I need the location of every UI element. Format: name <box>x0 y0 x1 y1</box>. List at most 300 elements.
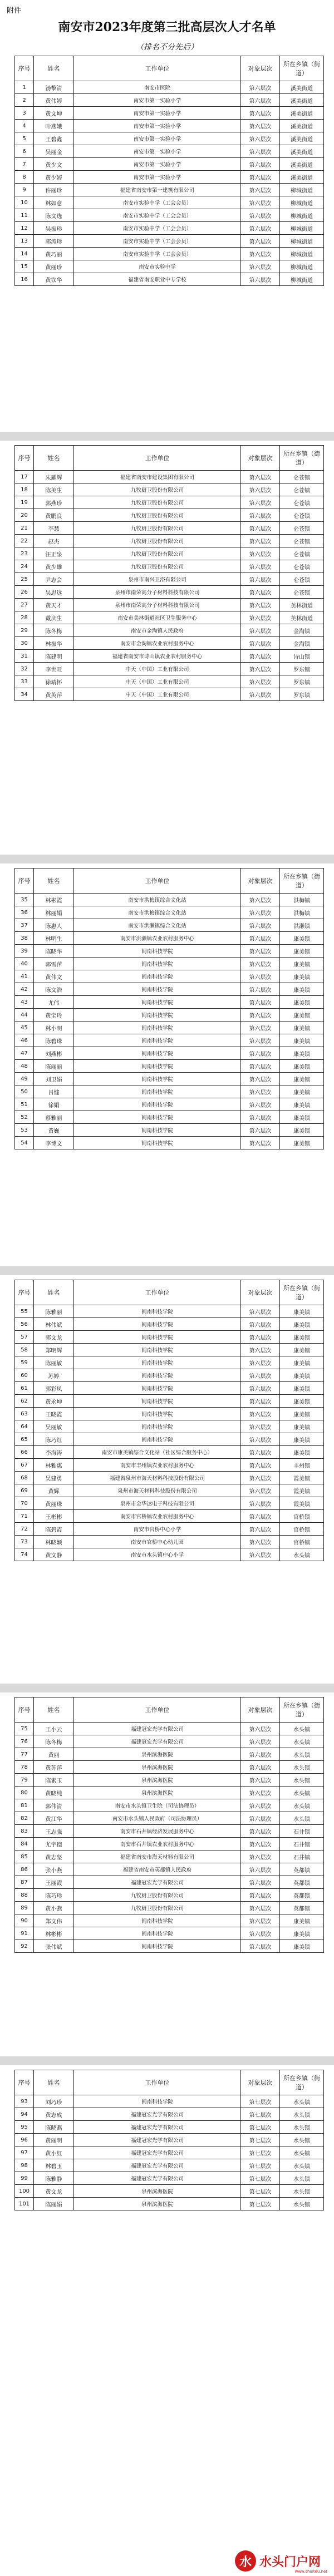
cell-township: 柳城街道 <box>280 196 324 209</box>
cell-level: 第六层次 <box>241 196 280 209</box>
cell-index: 40 <box>15 958 34 970</box>
cell-employer: 南安市康美镇综合文化站（社区综合服务中心） <box>74 1446 241 1459</box>
cell-index: 80 <box>15 1787 34 1799</box>
cell-employer: 福建冠宏光学有限公司 <box>74 2159 241 2172</box>
cell-level: 第六层次 <box>241 1408 280 1420</box>
cell-index: 76 <box>15 1735 34 1748</box>
header-township: 所在乡镇（街道） <box>280 2070 324 2095</box>
cell-employer: 闽南科技学院 <box>74 996 241 1009</box>
cell-employer: 南安市洪梅镇综合文化站 <box>74 906 241 919</box>
header-township: 所在乡镇（街道） <box>280 56 324 81</box>
cell-level: 第六层次 <box>241 1021 280 1034</box>
cell-name: 林振华 <box>34 637 74 650</box>
table-row <box>15 1510 324 1523</box>
cell-township: 康美镇 <box>280 1318 324 1331</box>
cell-name: 朱耀辉 <box>34 471 74 483</box>
table-row <box>15 1034 324 1047</box>
cell-index: 97 <box>15 2146 34 2159</box>
table-row <box>15 1497 324 1510</box>
table-row <box>15 983 324 996</box>
cell-index: 5 <box>15 132 34 145</box>
cell-township: 仑苍镇 <box>280 535 324 547</box>
talent-table <box>14 2070 323 2210</box>
cell-name: 陈丽丽 <box>34 1060 74 1073</box>
document-subtitle: （排名不分先后） <box>136 43 198 52</box>
cell-township: 康美镇 <box>280 1137 324 1149</box>
logo-url: www.shuitou.net <box>294 2569 327 2574</box>
table-row <box>15 675 324 688</box>
cell-level: 第六层次 <box>241 1382 280 1395</box>
cell-name: 陈丽敏 <box>34 1356 74 1369</box>
cell-level: 第六层次 <box>241 983 280 996</box>
cell-level: 第六层次 <box>241 573 280 586</box>
table-row <box>15 1735 324 1748</box>
cell-index: 36 <box>15 906 34 919</box>
cell-name: 吕健 <box>34 1085 74 1098</box>
cell-level: 第六层次 <box>241 688 280 701</box>
cell-index: 72 <box>15 1523 34 1536</box>
table-row <box>15 1459 324 1472</box>
cell-employer: 闽南科技学院 <box>74 1060 241 1073</box>
cell-index: 78 <box>15 1761 34 1774</box>
cell-index: 17 <box>15 471 34 483</box>
cell-index: 7 <box>15 158 34 171</box>
cell-level: 第六层次 <box>241 1799 280 1812</box>
cell-township: 丰州镇 <box>280 1459 324 1472</box>
cell-level: 第六层次 <box>241 145 280 158</box>
cell-employer: 南安市第一实验小学 <box>74 158 241 171</box>
cell-index: 53 <box>15 1124 34 1137</box>
cell-township: 康美镇 <box>280 970 324 983</box>
cell-index: 77 <box>15 1748 34 1761</box>
cell-township: 水头镇 <box>280 1735 324 1748</box>
cell-employer: 泉州市南兴卫浴有限公司 <box>74 573 241 586</box>
cell-name: 许丽珍 <box>34 184 74 196</box>
cell-index: 66 <box>15 1446 34 1459</box>
cell-township: 康美镇 <box>280 1446 324 1459</box>
cell-index: 39 <box>15 945 34 958</box>
cell-township: 英都镇 <box>280 1889 324 1902</box>
cell-name: 黄伟婷 <box>34 94 74 107</box>
table-header-row <box>15 868 324 894</box>
cell-index: 73 <box>15 1536 34 1548</box>
cell-name: 陈晓华 <box>34 945 74 958</box>
cell-employer: 南安市第一实验小学 <box>74 132 241 145</box>
cell-name: 陈雅静 <box>34 2172 74 2185</box>
cell-level: 第七层次 <box>241 2108 280 2121</box>
cell-township: 水头镇 <box>280 2159 324 2172</box>
cell-level: 第七层次 <box>241 2185 280 2198</box>
cell-township: 官桥镇 <box>280 1523 324 1536</box>
cell-employer: 南安市医院 <box>74 81 241 94</box>
cell-index: 95 <box>15 2121 34 2134</box>
header-name: 姓名 <box>34 1697 74 1723</box>
cell-level: 第六层次 <box>241 1459 280 1472</box>
table-row <box>15 1395 324 1408</box>
table-row <box>15 184 324 196</box>
table-row <box>15 1420 324 1433</box>
cell-level: 第六层次 <box>241 1838 280 1850</box>
table-row <box>15 573 324 586</box>
table-row <box>15 1085 324 1098</box>
table-row <box>15 235 324 248</box>
cell-employer: 泉州滨海医院 <box>74 1787 241 1799</box>
header-name: 姓名 <box>34 1280 74 1305</box>
cell-township: 康美镇 <box>280 1344 324 1356</box>
cell-employer: 闽南科技学院 <box>74 1318 241 1331</box>
cell-name: 吴丽敏 <box>34 1420 74 1433</box>
cell-name: 赵杰 <box>34 535 74 547</box>
table-row <box>15 1382 324 1395</box>
table-row <box>15 94 324 107</box>
cell-name: 黄丽明 <box>34 2134 74 2146</box>
table-row <box>15 1523 324 1536</box>
logo-text: 水头门户网 <box>259 2555 321 2569</box>
header-township: 所在乡镇（街道） <box>280 1697 324 1723</box>
cell-township: 柳城街道 <box>280 248 324 260</box>
cell-township: 康美镇 <box>280 1021 324 1034</box>
cell-level: 第七层次 <box>241 2095 280 2108</box>
header-index: 序号 <box>15 2070 34 2095</box>
logo-mark-icon: 水 <box>235 2550 256 2572</box>
table-row <box>15 1408 324 1420</box>
header-level: 对象层次 <box>241 446 280 471</box>
cell-index: 31 <box>15 650 34 663</box>
table-row <box>15 158 324 171</box>
header-level: 对象层次 <box>241 1280 280 1305</box>
cell-level: 第六层次 <box>241 1446 280 1459</box>
cell-name: 陈惠人 <box>34 919 74 932</box>
talent-list-table <box>14 56 324 286</box>
cell-township: 康美镇 <box>280 1382 324 1395</box>
table-row <box>15 1748 324 1761</box>
table-row <box>15 1940 324 1953</box>
cell-township: 柳城街道 <box>280 209 324 222</box>
cell-index: 16 <box>15 273 34 286</box>
cell-index: 22 <box>15 535 34 547</box>
cell-level: 第六层次 <box>241 547 280 560</box>
table-row <box>15 1124 324 1137</box>
cell-index: 43 <box>15 996 34 1009</box>
cell-name: 徐靖怀 <box>34 675 74 688</box>
cell-employer: 福建冠宏光学有限公司 <box>74 1723 241 1735</box>
talent-list-table <box>14 445 324 701</box>
table-row <box>15 1484 324 1497</box>
table-row <box>15 1889 324 1902</box>
cell-level: 第六层次 <box>241 1735 280 1748</box>
table-row <box>15 1472 324 1484</box>
cell-name: 汪正泉 <box>34 547 74 560</box>
cell-index: 14 <box>15 248 34 260</box>
header-township: 所在乡镇（街道） <box>280 1280 324 1305</box>
cell-name: 戴庆生 <box>34 611 74 624</box>
cell-employer: 南安市实验中学（工会会员） <box>74 222 241 235</box>
cell-index: 37 <box>15 919 34 932</box>
cell-township: 水头镇 <box>280 2146 324 2159</box>
table-row <box>15 637 324 650</box>
cell-township: 英都镇 <box>280 1876 324 1889</box>
cell-level: 第六层次 <box>241 1723 280 1735</box>
cell-level: 第六层次 <box>241 663 280 675</box>
cell-level: 第六层次 <box>241 235 280 248</box>
cell-level: 第六层次 <box>241 107 280 120</box>
table-row <box>15 599 324 611</box>
cell-level: 第七层次 <box>241 2159 280 2172</box>
cell-township: 溪美街道 <box>280 81 324 94</box>
cell-index: 100 <box>15 2185 34 2198</box>
table-row <box>15 547 324 560</box>
cell-level: 第六层次 <box>241 650 280 663</box>
cell-name: 郭伟清 <box>34 1799 74 1812</box>
cell-township: 水头镇 <box>280 2108 324 2121</box>
site-watermark-logo <box>235 2549 330 2573</box>
cell-index: 4 <box>15 120 34 132</box>
cell-name: 吴建勇 <box>34 1472 74 1484</box>
cell-index: 46 <box>15 1034 34 1047</box>
cell-employer: 闽南科技学院 <box>74 1940 241 1953</box>
talent-table <box>14 868 323 1149</box>
cell-name: 王志强 <box>34 1825 74 1838</box>
cell-name: 李海涛 <box>34 1446 74 1459</box>
cell-index: 27 <box>15 599 34 611</box>
cell-township: 康美镇 <box>280 1369 324 1382</box>
cell-index: 35 <box>15 894 34 906</box>
cell-name: 陈碧霞 <box>34 1523 74 1536</box>
table-row <box>15 1850 324 1863</box>
cell-index: 8 <box>15 171 34 184</box>
cell-index: 41 <box>15 970 34 983</box>
cell-employer: 南安市水头镇人民政府（司法协理员） <box>74 1812 241 1825</box>
table-row <box>15 2159 324 2172</box>
cell-index: 10 <box>15 196 34 209</box>
table-row <box>15 2095 324 2108</box>
cell-employer: 泉州滨海医院 <box>74 2198 241 2210</box>
table-row <box>15 145 324 158</box>
cell-township: 石井镇 <box>280 1838 324 1850</box>
cell-name: 林晓颖 <box>34 1536 74 1548</box>
table-row <box>15 107 324 120</box>
cell-township: 康美镇 <box>280 1124 324 1137</box>
cell-employer: 闽南科技学院 <box>74 945 241 958</box>
cell-name: 陈雅丽 <box>34 1305 74 1318</box>
cell-employer: 九牧厨卫股份有限公司 <box>74 547 241 560</box>
cell-township: 溪美街道 <box>280 132 324 145</box>
cell-employer: 南安市水头镇卫生院（司法协理员） <box>74 1799 241 1812</box>
table-row <box>15 1021 324 1034</box>
cell-name: 黄少雄 <box>34 560 74 573</box>
cell-township: 仑苍镇 <box>280 586 324 599</box>
cell-employer: 福建冠宏光学有限公司 <box>74 2172 241 2185</box>
cell-township: 康美镇 <box>280 1085 324 1098</box>
table-row <box>15 1914 324 1927</box>
cell-level: 第六层次 <box>241 1047 280 1060</box>
table-row <box>15 535 324 547</box>
cell-township: 水头镇 <box>280 2172 324 2185</box>
cell-employer: 中天（中国）工业有限公司 <box>74 663 241 675</box>
cell-name: 郭彩凤 <box>34 1382 74 1395</box>
cell-employer: 闽南科技学院 <box>74 1073 241 1085</box>
header-name: 姓名 <box>34 2070 74 2095</box>
cell-employer: 南安市金淘镇人民政府 <box>74 624 241 637</box>
cell-level: 第六层次 <box>241 1420 280 1433</box>
cell-index: 51 <box>15 1098 34 1111</box>
cell-employer: 泉州市金华达电子科技有限公司 <box>74 1497 241 1510</box>
cell-level: 第六层次 <box>241 1497 280 1510</box>
cell-index: 70 <box>15 1497 34 1510</box>
table-row <box>15 522 324 535</box>
cell-level: 第六层次 <box>241 1761 280 1774</box>
cell-level: 第六层次 <box>241 1927 280 1940</box>
cell-employer: 闽南科技学院 <box>74 1927 241 1940</box>
table-row <box>15 1799 324 1812</box>
cell-index: 57 <box>15 1331 34 1344</box>
cell-employer: 南安市官桥中心幼儿园 <box>74 1536 241 1548</box>
page-separator <box>0 2056 334 2065</box>
cell-employer: 南安市第一实验小学 <box>74 171 241 184</box>
cell-employer: 南安市洪濑镇综合文化站 <box>74 919 241 932</box>
cell-township: 柳城街道 <box>280 235 324 248</box>
table-row <box>15 906 324 919</box>
cell-township: 水头镇 <box>280 1548 324 1561</box>
cell-employer: 福建冠宏光学有限公司 <box>74 2121 241 2134</box>
cell-index: 92 <box>15 1940 34 1953</box>
table-row <box>15 1111 324 1124</box>
table-row <box>15 1009 324 1021</box>
table-row <box>15 471 324 483</box>
cell-township: 康美镇 <box>280 996 324 1009</box>
cell-level: 第七层次 <box>241 2172 280 2185</box>
table-row <box>15 586 324 599</box>
cell-name: 林明生 <box>34 932 74 945</box>
cell-employer: 闽南科技学院 <box>74 1085 241 1098</box>
cell-index: 9 <box>15 184 34 196</box>
table-row <box>15 1548 324 1561</box>
table-row <box>15 222 324 235</box>
cell-township: 溪美街道 <box>280 145 324 158</box>
cell-township: 康美镇 <box>280 1420 324 1433</box>
cell-employer: 闽南科技学院 <box>74 1034 241 1047</box>
cell-name: 黄伟文 <box>34 970 74 983</box>
cell-name: 黄小红 <box>34 2146 74 2159</box>
cell-township: 康美镇 <box>280 1009 324 1021</box>
cell-employer: 南安市实验中学（工会会员） <box>74 248 241 260</box>
cell-level: 第六层次 <box>241 1395 280 1408</box>
cell-township: 官桥镇 <box>280 1510 324 1523</box>
cell-level: 第六层次 <box>241 996 280 1009</box>
cell-name: 叶燕娥 <box>34 120 74 132</box>
cell-level: 第六层次 <box>241 132 280 145</box>
cell-level: 第六层次 <box>241 509 280 522</box>
cell-level: 第六层次 <box>241 222 280 235</box>
cell-name: 苏婷 <box>34 1369 74 1382</box>
cell-township: 石井镇 <box>280 1825 324 1838</box>
cell-index: 82 <box>15 1812 34 1825</box>
cell-employer: 九牧厨卫股份有限公司 <box>74 522 241 535</box>
cell-employer: 闽南科技学院 <box>74 1420 241 1433</box>
cell-name: 黄鹏良 <box>34 509 74 522</box>
document-title: 南安市2023年度第三批高层次人才名单 <box>58 20 276 34</box>
cell-employer: 泉州滨海医院 <box>74 1761 241 1774</box>
cell-index: 47 <box>15 1047 34 1060</box>
table-row <box>15 2134 324 2146</box>
page-separator <box>0 432 334 441</box>
cell-index: 67 <box>15 1459 34 1472</box>
cell-name: 李慧 <box>34 522 74 535</box>
cell-level: 第六层次 <box>241 1318 280 1331</box>
cell-index: 15 <box>15 260 34 273</box>
cell-township: 康美镇 <box>280 1914 324 1927</box>
cell-township: 美林街道 <box>280 611 324 624</box>
cell-name: 黄晓纯 <box>34 1787 74 1799</box>
cell-township: 英都镇 <box>280 1902 324 1914</box>
table-row <box>15 1073 324 1085</box>
cell-employer: 闽南科技学院 <box>74 1433 241 1446</box>
cell-index: 24 <box>15 560 34 573</box>
table-row <box>15 945 324 958</box>
cell-level: 第六层次 <box>241 248 280 260</box>
cell-township: 康美镇 <box>280 1408 324 1420</box>
cell-name: 林伟斌 <box>34 1318 74 1331</box>
header-index: 序号 <box>15 868 34 894</box>
cell-employer: 福建省南安市诗山镇农业农村服务中心 <box>74 650 241 663</box>
cell-employer: 南安市官桥镇农业农村服务中心 <box>74 1510 241 1523</box>
cell-township: 康美镇 <box>280 1305 324 1318</box>
cell-level: 第六层次 <box>241 1073 280 1085</box>
cell-level: 第六层次 <box>241 120 280 132</box>
cell-employer: 南安市官桥中心小学 <box>74 1523 241 1536</box>
cell-index: 26 <box>15 586 34 599</box>
cell-name: 黄文龙 <box>34 2185 74 2198</box>
cell-level: 第六层次 <box>241 1433 280 1446</box>
cell-township: 仑苍镇 <box>280 547 324 560</box>
header-name: 姓名 <box>34 446 74 471</box>
cell-level: 第六层次 <box>241 945 280 958</box>
cell-index: 60 <box>15 1369 34 1382</box>
cell-township: 仑苍镇 <box>280 496 324 509</box>
cell-employer: 南安市洪梅镇综合文化站 <box>74 894 241 906</box>
cell-name: 郭燕珍 <box>34 496 74 509</box>
cell-employer: 闽南科技学院 <box>74 1047 241 1060</box>
cell-name: 黄宝玲 <box>34 1009 74 1021</box>
cell-township: 康美镇 <box>280 958 324 970</box>
table-row <box>15 1812 324 1825</box>
cell-employer: 闽南科技学院 <box>74 1137 241 1149</box>
cell-level: 第六层次 <box>241 611 280 624</box>
cell-township: 水头镇 <box>280 2121 324 2134</box>
cell-name: 黄文静 <box>34 1548 74 1561</box>
cell-employer: 南安市石井镇经济发展服务中心 <box>74 1825 241 1838</box>
cell-employer: 闽南科技学院 <box>74 1914 241 1927</box>
cell-index: 44 <box>15 1009 34 1021</box>
cell-index: 94 <box>15 2108 34 2121</box>
cell-employer: 九牧厨卫股份有限公司 <box>74 509 241 522</box>
cell-index: 87 <box>15 1876 34 1889</box>
cell-level: 第六层次 <box>241 637 280 650</box>
cell-index: 54 <box>15 1137 34 1149</box>
cell-employer: 中天（中国）工业有限公司 <box>74 688 241 701</box>
cell-name: 陈文浩 <box>34 983 74 996</box>
cell-name: 王小云 <box>34 1723 74 1735</box>
table-row <box>15 483 324 496</box>
cell-name: 王晓霞 <box>34 1408 74 1420</box>
cell-level: 第六层次 <box>241 1369 280 1382</box>
cell-employer: 闽南科技学院 <box>74 1344 241 1356</box>
cell-index: 11 <box>15 209 34 222</box>
cell-name: 黄巍 <box>34 1124 74 1137</box>
cell-level: 第七层次 <box>241 2198 280 2210</box>
cell-township: 水头镇 <box>280 2095 324 2108</box>
table-row <box>15 624 324 637</box>
